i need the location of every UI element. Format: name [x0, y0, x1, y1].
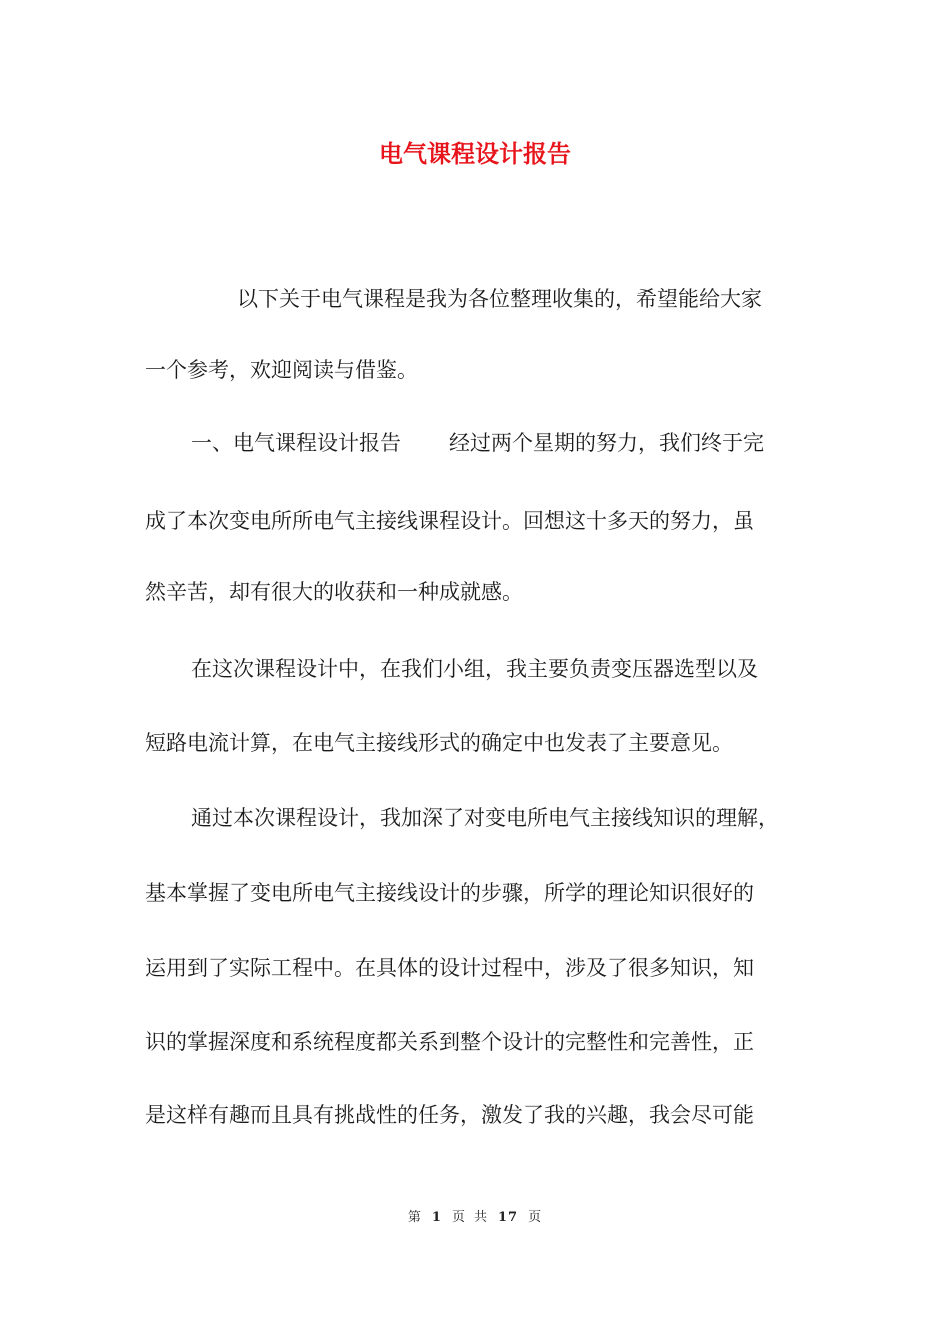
- footer-middle1: 页: [451, 1210, 466, 1225]
- page-title: 电气课程设计报告: [379, 139, 571, 168]
- footer-total-pages: 17: [497, 1210, 519, 1225]
- body-line-9: 基本掌握了变电所电气主接线设计的步骤，所学的理论知识很好的: [145, 881, 754, 905]
- body-line-11: 识的掌握深度和系统程度都关系到整个设计的完整性和完善性，正: [145, 1030, 754, 1054]
- section-intro: 经过两个星期的努力，我们终于完: [449, 431, 764, 455]
- body-line-1: 以下关于电气课程是我为各位整理收集的，希望能给大家: [237, 287, 762, 311]
- footer-current-page: 1: [431, 1210, 442, 1225]
- body-line-7: 短路电流计算，在电气主接线形式的确定中也发表了主要意见。: [145, 731, 733, 755]
- body-line-3: [145, 428, 815, 458]
- body-line-4: 成了本次变电所所电气主接线课程设计。回想这十多天的努力，虽: [145, 509, 754, 533]
- section-heading: 一、电气课程设计报告: [191, 431, 401, 455]
- body-line-2: 一个参考，欢迎阅读与借鉴。: [145, 358, 418, 382]
- body-line-6: 在这次课程设计中，在我们小组，我主要负责变压器选型以及: [191, 657, 758, 681]
- body-line-10: 运用到了实际工程中。在具体的设计过程中，涉及了很多知识，知: [145, 956, 754, 980]
- page-footer: [0, 1208, 950, 1228]
- body-line-5: 然辛苦，却有很大的收获和一种成就感。: [145, 580, 523, 604]
- footer-prefix: 第: [407, 1210, 422, 1225]
- body-line-8: 通过本次课程设计，我加深了对变电所电气主接线知识的理解，: [191, 806, 779, 830]
- footer-suffix: 页: [528, 1210, 543, 1225]
- body-line-12: 是这样有趣而且具有挑战性的任务，激发了我的兴趣，我会尽可能: [145, 1103, 754, 1127]
- footer-middle2: 共: [473, 1210, 488, 1225]
